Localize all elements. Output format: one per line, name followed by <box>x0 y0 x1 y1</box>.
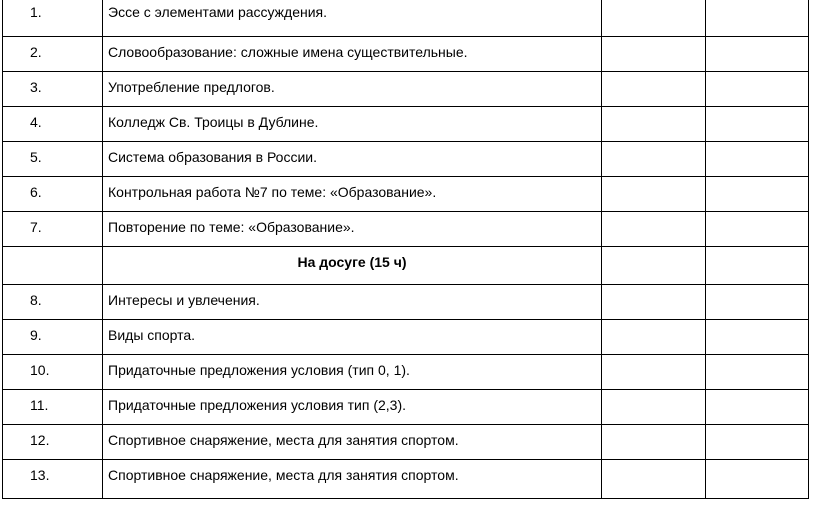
table-row <box>3 320 809 355</box>
date-actual-cell <box>706 212 809 247</box>
lesson-number: 7. <box>3 212 103 247</box>
lesson-topic: Система образования в России. <box>103 142 602 177</box>
date-planned-cell <box>602 320 706 355</box>
date-actual-cell <box>706 107 809 142</box>
date-actual-cell <box>706 320 809 355</box>
table-row <box>3 460 809 499</box>
lesson-topic: Спортивное снаряжение, места для занятия спортом. <box>103 425 602 460</box>
date-planned-cell <box>602 425 706 460</box>
table-row <box>3 285 809 320</box>
lesson-topic: Словообразование: сложные имена существительные. <box>103 37 602 72</box>
table-row <box>3 72 809 107</box>
section-header-row <box>3 247 809 285</box>
lesson-topic: Придаточные предложения условия тип (2,3). <box>103 390 602 425</box>
date-actual-cell <box>706 177 809 212</box>
lesson-number: 11. <box>3 390 103 425</box>
table-row <box>3 355 809 390</box>
lesson-number: 10. <box>3 355 103 390</box>
lesson-plan-table <box>2 0 809 499</box>
date-planned-cell <box>602 212 706 247</box>
date-actual-cell <box>706 37 809 72</box>
lesson-number: 5. <box>3 142 103 177</box>
date-planned-cell <box>602 247 706 285</box>
table-row <box>3 107 809 142</box>
date-actual-cell <box>706 72 809 107</box>
table-row <box>3 390 809 425</box>
date-planned-cell <box>602 142 706 177</box>
lesson-topic: Колледж Св. Троицы в Дублине. <box>103 107 602 142</box>
date-planned-cell <box>602 37 706 72</box>
lesson-number: 1. <box>3 0 103 37</box>
number-cell <box>3 247 103 285</box>
lesson-number: 4. <box>3 107 103 142</box>
date-actual-cell <box>706 247 809 285</box>
lesson-topic: Контрольная работа №7 по теме: «Образование». <box>103 177 602 212</box>
table-row <box>3 177 809 212</box>
lesson-number: 13. <box>3 460 103 499</box>
section-title: На досуге (15 ч) <box>103 247 602 285</box>
date-actual-cell <box>706 425 809 460</box>
date-actual-cell <box>706 390 809 425</box>
table-row <box>3 0 809 37</box>
date-planned-cell <box>602 460 706 499</box>
lesson-topic: Виды спорта. <box>103 320 602 355</box>
date-actual-cell <box>706 142 809 177</box>
lesson-number: 6. <box>3 177 103 212</box>
lesson-topic: Употребление предлогов. <box>103 72 602 107</box>
date-actual-cell <box>706 285 809 320</box>
lesson-number: 2. <box>3 37 103 72</box>
date-planned-cell <box>602 107 706 142</box>
date-planned-cell <box>602 0 706 37</box>
lesson-number: 9. <box>3 320 103 355</box>
date-actual-cell <box>706 0 809 37</box>
date-planned-cell <box>602 285 706 320</box>
date-planned-cell <box>602 177 706 212</box>
lesson-number: 3. <box>3 72 103 107</box>
table-row <box>3 142 809 177</box>
lesson-topic: Интересы и увлечения. <box>103 285 602 320</box>
lesson-plan-body <box>3 0 809 499</box>
lesson-topic: Придаточные предложения условия (тип 0, 1). <box>103 355 602 390</box>
date-planned-cell <box>602 390 706 425</box>
date-planned-cell <box>602 355 706 390</box>
table-row <box>3 37 809 72</box>
date-actual-cell <box>706 355 809 390</box>
lesson-number: 12. <box>3 425 103 460</box>
table-row <box>3 425 809 460</box>
lesson-number: 8. <box>3 285 103 320</box>
table-row <box>3 212 809 247</box>
date-actual-cell <box>706 460 809 499</box>
lesson-topic: Повторение по теме: «Образование». <box>103 212 602 247</box>
lesson-topic: Спортивное снаряжение, места для занятия спортом. <box>103 460 602 499</box>
lesson-topic: Эссе с элементами рассуждения. <box>103 0 602 37</box>
date-planned-cell <box>602 72 706 107</box>
